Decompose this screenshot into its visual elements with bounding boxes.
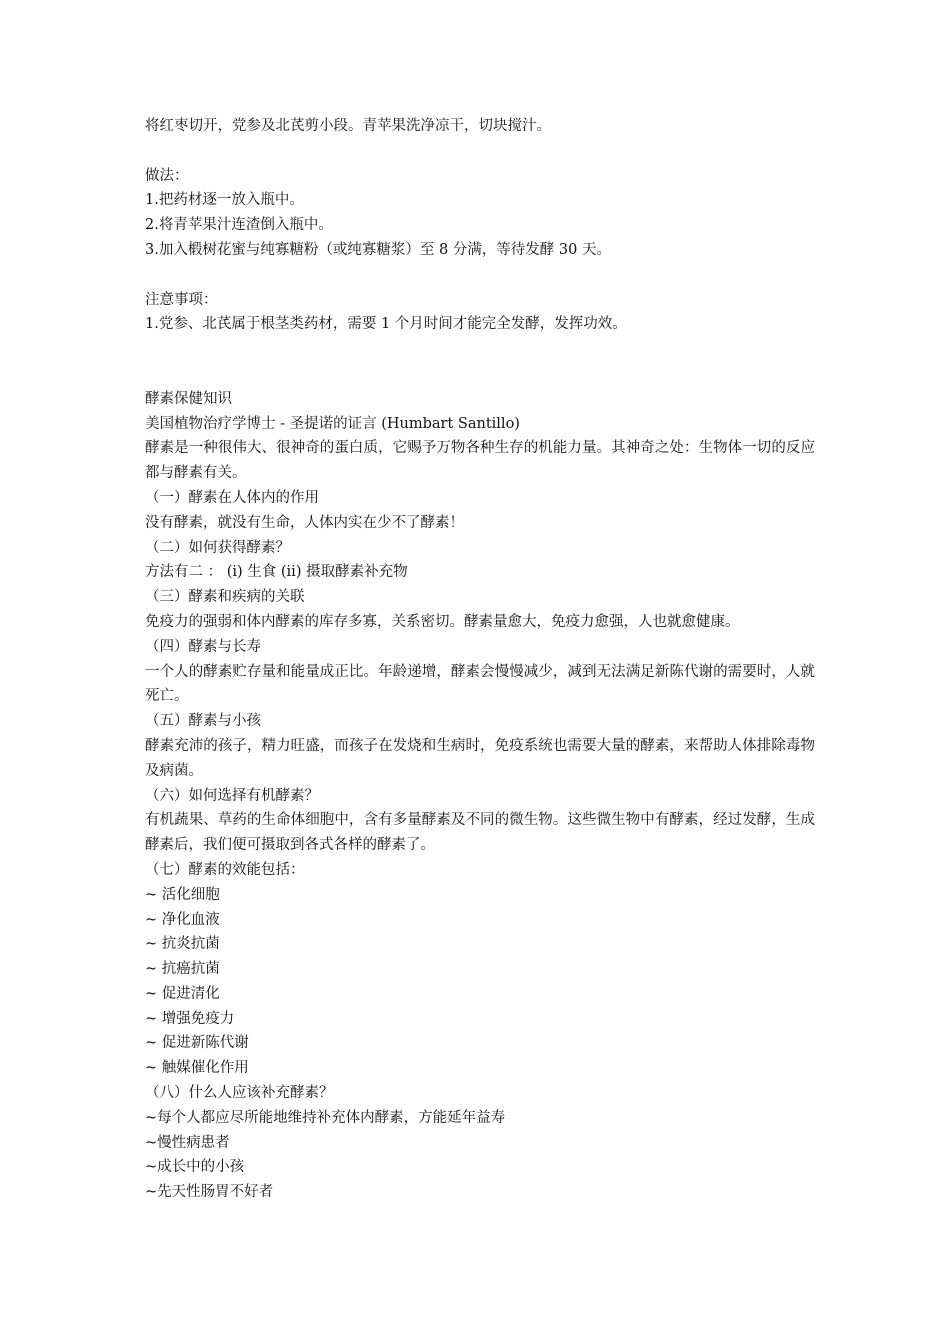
section-3-body: 免疫力的强弱和体内酵素的库存多寡，关系密切。酵素量愈大，免疫力愈强，人也就愈健康。	[145, 613, 740, 630]
benefit-item: ~ 净化血液	[145, 911, 220, 928]
notes-item-1: 1.党参、北芪属于根茎类药材，需要 1 个月时间才能完全发酵，发挥功效。	[145, 316, 627, 333]
method-heading: 做法：	[145, 167, 189, 184]
target-group-item: ~每个人都应尽所能地维持补充体内酵素，方能延年益寿	[145, 1109, 506, 1126]
benefit-item: ~ 活化细胞	[145, 886, 220, 903]
section-6-heading: （六）如何选择有机酵素？	[145, 787, 319, 804]
section-8-heading: （八）什么人应该补充酵素？	[145, 1085, 334, 1102]
method-step-3: 3.加入椴树花蜜与纯寡糖粉（或纯寡糖浆）至 8 分满，等待发酵 30 天。	[145, 241, 611, 258]
benefit-item: ~ 增强免疫力	[145, 1010, 235, 1027]
intro-line: 将红枣切开，党参及北芪剪小段。青苹果洗净凉干，切块搅汁。	[145, 118, 551, 134]
document-body	[145, 114, 815, 1205]
benefit-item: ~ 触媒催化作用	[145, 1060, 249, 1077]
section-3-heading: （三）酵素和疾病的关联	[145, 589, 305, 606]
knowledge-source: 美国植物治疗学博士 - 圣提诺的证言 (Humbart Santillo)	[145, 415, 520, 432]
section-4-body: 一个人的酵素贮存量和能量成正比。年龄递增，酵素会慢慢减少，减到无法满足新陈代谢的需要时，人就死亡。	[145, 663, 815, 705]
benefit-item: ~ 促进新陈代谢	[145, 1035, 249, 1052]
knowledge-title: 酵素保健知识	[145, 390, 232, 407]
section-5-heading: （五）酵素与小孩	[145, 713, 261, 730]
section-5-body: 酵素充沛的孩子，精力旺盛，而孩子在发烧和生病时，免疫系统也需要大量的酵素，来帮助人体排除毒物及病菌。	[145, 737, 815, 779]
spacer	[145, 337, 815, 387]
notes-heading: 注意事项：	[145, 291, 218, 308]
section-7-heading: （七）酵素的效能包括：	[145, 861, 305, 878]
section-2-heading: （二）如何获得酵素？	[145, 539, 290, 556]
section-4-heading: （四）酵素与长寿	[145, 638, 261, 655]
benefit-item: ~ 抗癌抗菌	[145, 961, 220, 978]
knowledge-intro: 酵素是一种很伟大、很神奇的蛋白质，它赐予万物各种生存的机能力量。其神奇之处：生物体一切的反应都与酵素有关。	[145, 440, 815, 482]
method-step-1: 1.把药材逐一放入瓶中。	[145, 192, 304, 209]
target-group-item: ~成长中的小孩	[145, 1159, 245, 1176]
section-2-body: 方法有二 ： (i) 生食 (ii) 摄取酵素补充物	[145, 564, 408, 581]
target-group-item: ~慢性病患者	[145, 1134, 230, 1151]
section-1-body: 没有酵素，就没有生命，人体内实在少不了酵素！	[145, 514, 464, 531]
spacer	[145, 263, 815, 288]
target-group-item: ~先天性肠胃不好者	[145, 1184, 274, 1201]
benefit-item: ~ 促进清化	[145, 985, 220, 1002]
section-6-body: 有机蔬果、草药的生命体细胞中，含有多量酵素及不同的微生物。这些微生物中有酵素，经过发酵，生成酵素后，我们便可摄取到各式各样的酵素了。	[145, 812, 815, 854]
section-1-heading: （一）酵素在人体内的作用	[145, 489, 319, 506]
spacer	[145, 139, 815, 164]
benefit-item: ~ 抗炎抗菌	[145, 936, 220, 953]
method-step-2: 2.将青苹果汁连渣倒入瓶中。	[145, 217, 333, 234]
